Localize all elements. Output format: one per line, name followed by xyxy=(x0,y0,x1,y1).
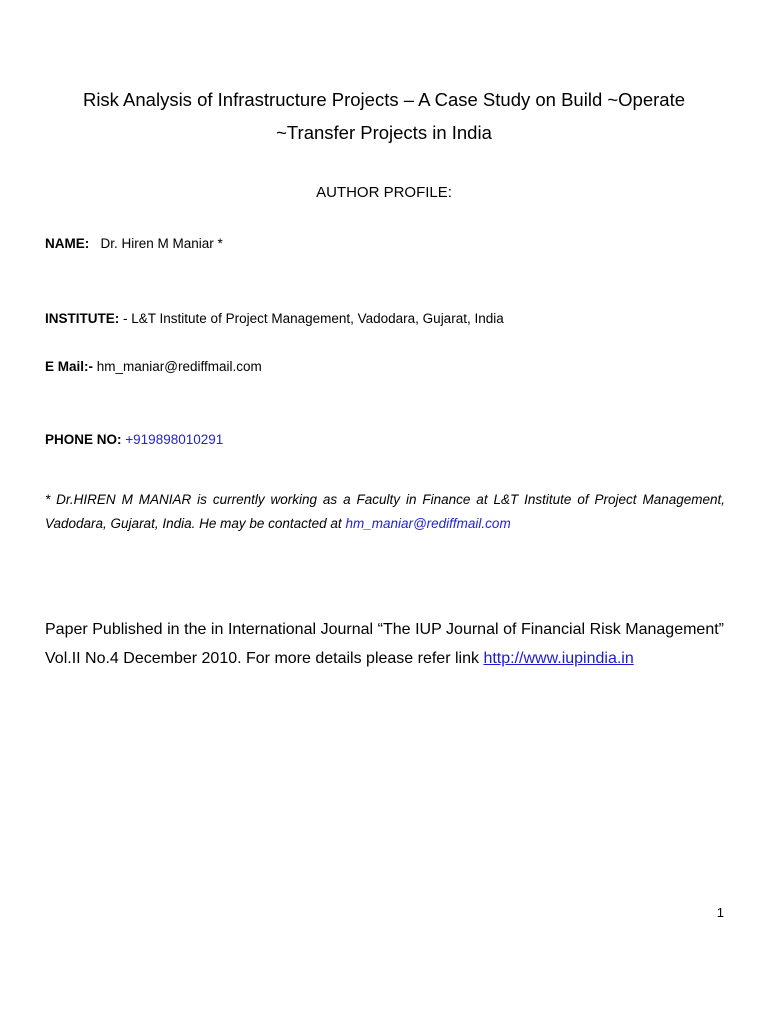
author-profile-heading: AUTHOR PROFILE: xyxy=(316,184,452,201)
publication-note xyxy=(45,615,724,673)
name-row xyxy=(45,234,223,254)
institute-row xyxy=(45,309,504,329)
phone-link[interactable]: +919898010291 xyxy=(125,432,224,447)
author-note-text: * Dr.HIREN M MANIAR is currently working as a Faculty in Finance at L&T Institute of Project Management, Vadodara, Gujarat, India. He may be contacted at xyxy=(45,492,725,531)
phone-label: PHONE NO: xyxy=(45,432,122,447)
paper-title-line-2: ~Transfer Projects in India xyxy=(276,122,492,143)
publication-link[interactable]: http://www.iupindia.in xyxy=(483,650,634,667)
phone-row xyxy=(45,430,223,450)
email-value: hm_maniar@rediffmail.com xyxy=(96,359,262,374)
page-number: 1 xyxy=(716,905,724,920)
author-note-email-link[interactable]: hm_maniar@rediffmail.com xyxy=(345,516,511,531)
paper-title xyxy=(40,83,728,149)
author-note xyxy=(45,488,725,536)
email-row xyxy=(45,357,262,377)
email-label: E Mail:- xyxy=(45,359,94,374)
name-label: NAME: xyxy=(45,236,90,251)
paper-title-line-1: Risk Analysis of Infrastructure Projects – A Case Study on Build ~Operate xyxy=(82,89,686,110)
name-value: Dr. Hiren M Maniar * xyxy=(100,236,223,251)
publication-text: Paper Published in the in International Journal “The IUP Journal of Financial Risk Management” Vol.II No.4 December 2010. For more details please refer link xyxy=(45,621,724,667)
institute-value: - L&T Institute of Project Management, Vadodara, Gujarat, India xyxy=(123,311,504,326)
institute-label: INSTITUTE: xyxy=(45,311,120,326)
